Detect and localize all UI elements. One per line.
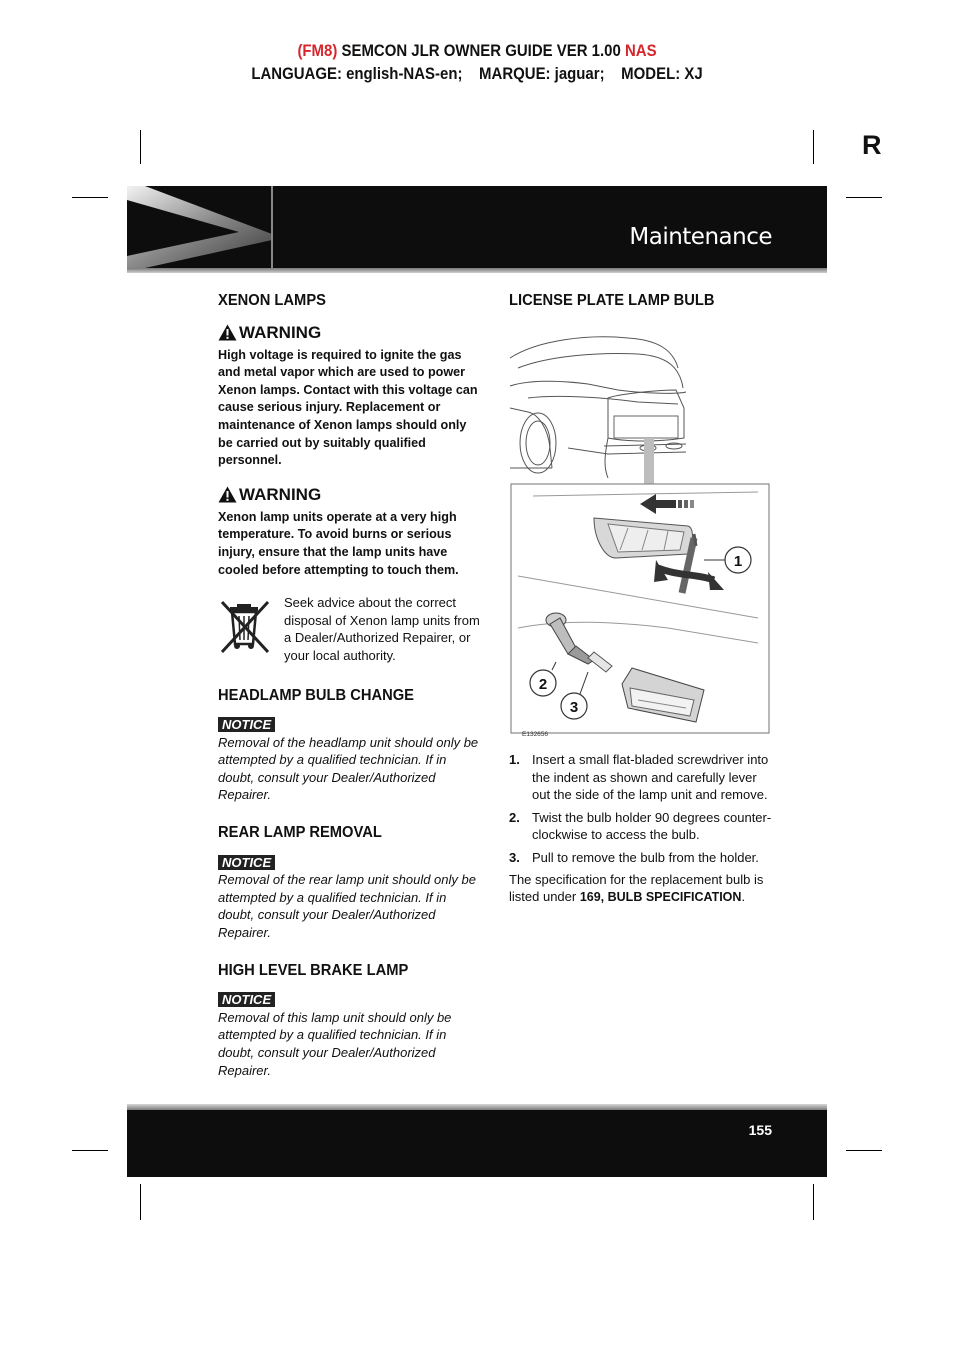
step-item (509, 751, 773, 804)
xenon-heading: XENON LAMPS (218, 292, 326, 309)
step-number: 3. (509, 849, 520, 865)
brake-lamp-heading: HIGH LEVEL BRAKE LAMP (218, 961, 409, 979)
crop-mark (846, 197, 882, 198)
warning-text-1: High voltage is required to ignite the gas and metal vapor which are used to power Xenon lamps. Contact with this voltage can cause serious injury. Replacement or maintenance of Xenon lamps should only be carried out by suitably qualified personnel. (218, 347, 478, 468)
callout-number: 2 (538, 676, 548, 693)
header-market: NAS (624, 41, 657, 60)
crop-mark (72, 197, 108, 198)
license-plate-heading: LICENSE PLATE LAMP BULB (509, 292, 715, 309)
page-footer (127, 1104, 827, 1177)
figure-code: E132656 (522, 731, 549, 738)
warning-heading-1 (218, 323, 480, 343)
crop-mark (72, 1150, 108, 1151)
step-text: Insert a small flat-bladed screwdriver into the indent as shown and carefully lever out the side of the lamp unit and remove. (532, 752, 769, 803)
section-tab-letter: R (862, 130, 882, 160)
header-title: SEMCON JLR OWNER GUIDE VER 1.00 (341, 41, 621, 60)
headlamp-notice-text: Removal of the headlamp unit should only be attempted by a qualified technician. If in doubt, consult your Dealer/Authorized Repairer. (218, 734, 479, 803)
recycle-bin-crossed-icon (218, 598, 276, 660)
callout-number: 3 (569, 699, 579, 716)
step-number: 1. (509, 752, 520, 767)
notice-block-brake-lamp (218, 991, 480, 1079)
crop-mark (813, 1184, 814, 1220)
step-text: Twist the bulb holder 90 degrees counter-clockwise to access the bulb. (532, 809, 772, 843)
rear-lamp-notice-text: Removal of the rear lamp unit should only be attempted by a qualified technician. If in doubt, consult your Dealer/Authorized Repairer. (218, 872, 476, 941)
car-rear-drawing (510, 337, 686, 478)
spec-suffix: . (741, 889, 746, 905)
rear-lamp-heading: REAR LAMP REMOVAL (218, 824, 382, 842)
notice-block-headlamp (218, 716, 480, 804)
notice-badge: NOTICE (218, 992, 275, 1007)
step-number: 2. (509, 809, 520, 825)
warning-label: WARNING (239, 322, 322, 342)
notice-block-rear-lamp (218, 854, 480, 942)
chevron-decoration-icon (127, 186, 277, 268)
step-text: Pull to remove the bulb from the holder. (532, 849, 759, 865)
page-number: 155 (748, 1122, 772, 1138)
warning-text-2: Xenon lamp units operate at a very high temperature. To avoid burns or serious injury, ensure that the lamp units have cooled before attempting to touch them. (218, 509, 459, 577)
bulb-spec-paragraph (509, 871, 773, 907)
warning-heading-2 (218, 485, 480, 505)
section-banner (127, 186, 827, 273)
notice-badge: NOTICE (218, 717, 275, 732)
document-header-line2: LANGUAGE: english-NAS-en; MARQUE: jaguar; MODEL: XJ (251, 64, 703, 83)
brake-lamp-notice-text: Removal of this lamp unit should only be attempted by a qualified technician. If in doubt, consult your Dealer/Authorized Repairer. (218, 1009, 452, 1078)
step-item (509, 809, 773, 844)
banner-bottom-bar (127, 268, 827, 273)
crop-mark (813, 130, 814, 164)
license-plate-lamp-illustration (508, 328, 772, 738)
warning-label: WARNING (239, 484, 322, 504)
header-code: (FM8) (297, 41, 338, 60)
callout-number: 1 (733, 553, 743, 570)
warning-triangle-icon (218, 324, 237, 341)
spec-prefix: The specification for the replacement bulb is listed under (509, 871, 764, 905)
document-header-line1 (57, 41, 897, 61)
footer-top-bar (127, 1104, 827, 1110)
right-column-text (509, 751, 773, 907)
disposal-note (218, 594, 480, 664)
detail-pointer (644, 438, 654, 484)
crop-mark (140, 1184, 141, 1220)
step-item (509, 849, 773, 867)
warning-triangle-icon (218, 486, 237, 503)
headlamp-heading: HEADLAMP BULB CHANGE (218, 686, 415, 704)
procedure-steps (509, 751, 773, 867)
crop-mark (140, 130, 141, 164)
section-title: Maintenance (629, 224, 772, 250)
notice-badge: NOTICE (218, 855, 275, 870)
disposal-text: Seek advice about the correct disposal of Xenon lamp units from a Dealer/Authorized Repairer, or your local authority. (284, 595, 480, 663)
spec-cross-reference-link[interactable]: 169, BULB SPECIFICATION (579, 890, 742, 905)
crop-mark (846, 1150, 882, 1151)
car-trunk-panel (614, 416, 678, 438)
left-column (218, 292, 480, 1079)
